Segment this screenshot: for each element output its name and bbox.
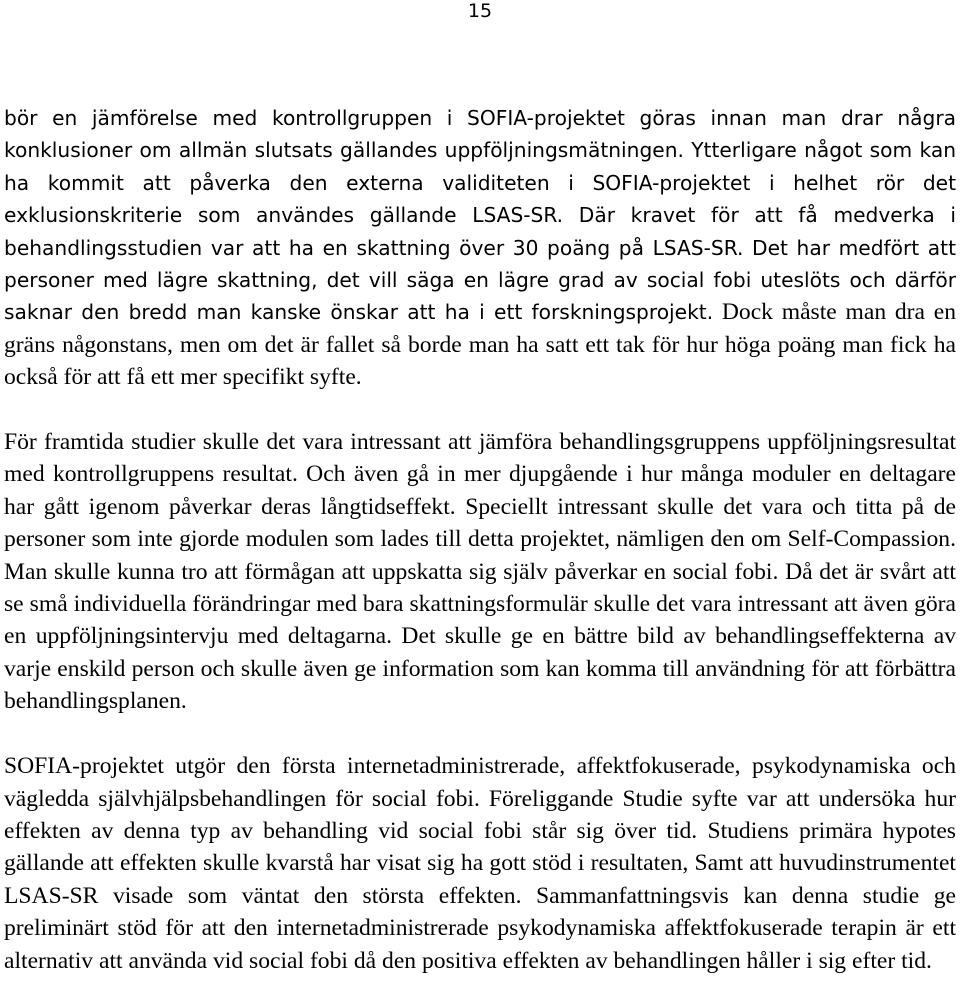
page-number: 15 [467, 0, 493, 22]
paragraph-limitations-part1: bör en jämförelse med kontrollgruppen i SOFIA-projektet göras innan man drar några konklusioner om allmän slutsats gällandes uppföljningsmätningen. Ytterligare något som kan ha kommit att påverka den externa validiteten i SOFIA-projektet i helhet rör det exklusionskriterie som användes gällande LSAS-SR. [4, 106, 956, 228]
paragraph-future-studies: För framtida studier skulle det vara intressant att jämföra behandlingsgruppens uppföljningsresultat med kontrollgruppens resultat. Och även gå in mer djupgående i hur många moduler en deltagare har gått igenom påverkar deras långtidseffekt. Speciellt intressant skulle det vara och titta på de personer som inte gjorde modulen som lades till detta projektet, nämligen den om Self-Compassion. Man skulle kunna tro att förmågan att uppskatta sig själv påverkar en social fobi. Då det är svårt att se små individuella förändringar med bara skattningsformulär skulle det vara intressant att även göra en uppföljningsintervju med deltagarna. Det skulle ge en bättre bild av behandlingseffekterna av varje enskild person och skulle även ge information som kan komma till användning för att förbättra behandlingsplanen. [4, 429, 956, 715]
paragraph-limitations-part3: Dock måste man dra en gräns någonstans, men om det är fallet så borde man ha satt ett tak för hur höga poäng man fick ha också för att få ett mer specifikt syfte. [4, 299, 956, 391]
paragraph-limitations [4, 102, 956, 394]
paragraph-limitations-part2: Där kravet för att få medverka i behandlingsstudien var att ha en skattning över 30 poäng på LSAS-SR. Det har medfört att personer med lägre skattning, det vill säga en lägre grad av social fobi uteslöts och därför saknar den bredd man kanske önskar att ha i ett forskningsprojekt. [4, 203, 956, 325]
paragraph-conclusion: SOFIA-projektet utgör den första internetadministrerade, affektfokuserade, psykodynamiska och vägledda självhjälpsbehandlingen för social fobi. Föreliggande Studie syfte var att undersöka hur effekten av denna typ av behandling vid social fobi står sig över tid. Studiens primära hypotes gällande att effekten skulle kvarstå har visat sig ha gott stöd i resultaten, Samt att huvudinstrumentet LSAS-SR visade som väntat den största effekten. Sammanfattningsvis kan denna studie ge preliminärt stöd för att den internetadministrerade psykodynamiska affektfokuserade terapin är ett alternativ att använda vid social fobi då den positiva effekten av behandlingen håller i sig efter tid. [4, 753, 956, 974]
document-body [4, 102, 956, 977]
